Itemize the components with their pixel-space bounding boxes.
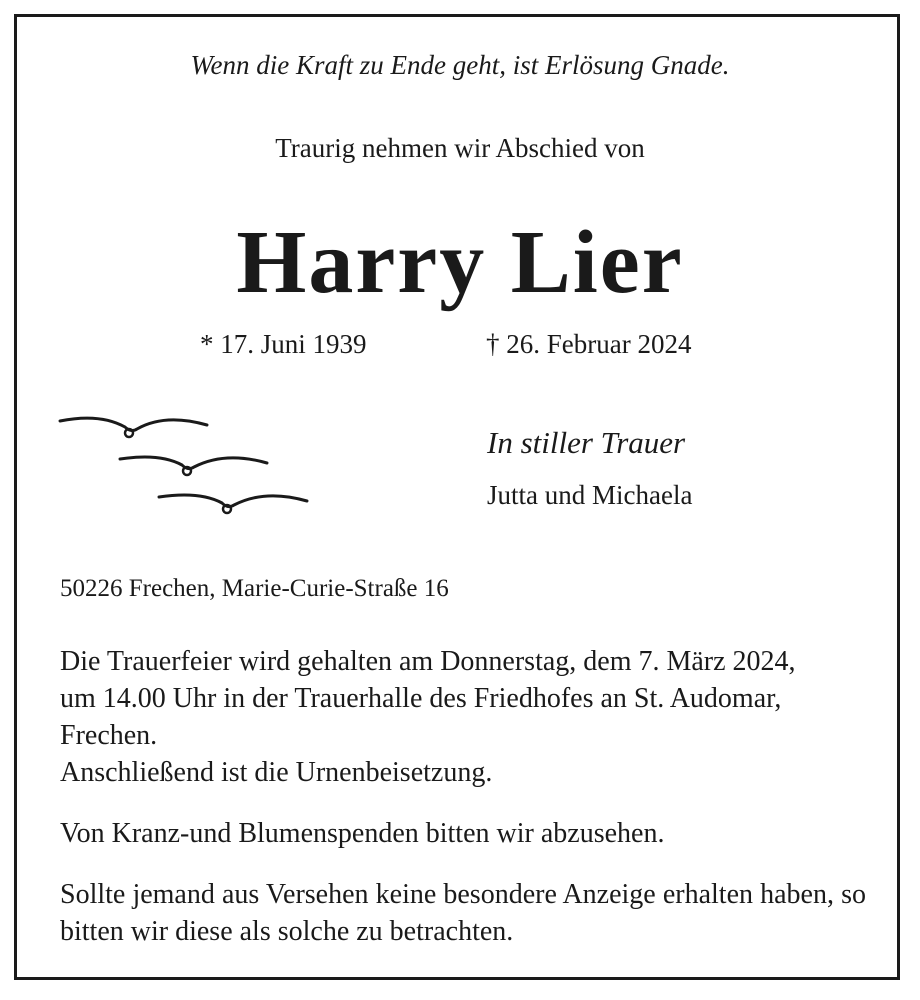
flying-birds-icon bbox=[55, 405, 325, 525]
ceremony-line: Die Trauerfeier wird gehalten am Donnerstag, dem 7. März 2024, bbox=[60, 646, 796, 677]
intro-text: Traurig nehmen wir Abschied von bbox=[275, 133, 645, 163]
ceremony-info bbox=[60, 643, 866, 791]
birth-date: * 17. Juni 1939 bbox=[200, 329, 367, 359]
ceremony-line: Frechen. bbox=[60, 720, 158, 751]
notice-note: Sollte jemand aus Versehen keine besondere Anzeige erhalten haben, so bitten wir diese als solche zu betrachten. bbox=[60, 879, 866, 947]
flowers-note: Von Kranz-und Blumenspenden bitten wir abzusehen. bbox=[60, 818, 665, 849]
ceremony-line: um 14.00 Uhr in der Trauerhalle des Friedhofes an St. Audomar, bbox=[60, 683, 782, 714]
address: 50226 Frechen, Marie-Curie-Straße 16 bbox=[60, 575, 449, 602]
ceremony-line: Anschließend ist die Urnenbeisetzung. bbox=[60, 757, 493, 788]
mourning-title: In stiller Trauer bbox=[487, 425, 686, 460]
death-date: † 26. Februar 2024 bbox=[486, 329, 692, 359]
motto: Wenn die Kraft zu Ende geht, ist Erlösung Gnade. bbox=[190, 50, 730, 80]
mourners: Jutta und Michaela bbox=[487, 480, 693, 510]
deceased-name: Harry Lier bbox=[236, 213, 684, 312]
